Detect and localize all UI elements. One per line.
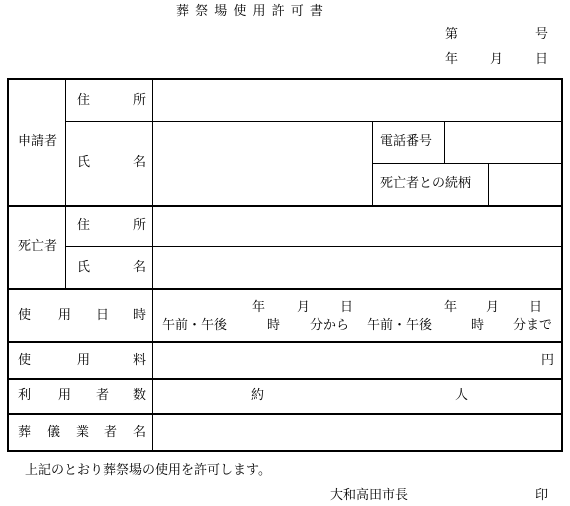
fee-label: 使 (18, 353, 32, 368)
form-title: 葬 祭 場 使 用 許 可 書 (176, 4, 324, 19)
applicant-address-label: 所 (133, 93, 147, 108)
phone-label-divider (444, 121, 445, 163)
users-label: 利 (18, 388, 32, 403)
usage-datetime-label: 用 (58, 308, 72, 323)
usage-datetime-label: 日 (96, 308, 110, 323)
date-day: 日 (535, 52, 549, 67)
usage-datetime-label: 使 (18, 308, 32, 323)
applicant-address-label: 住 (77, 93, 91, 108)
phone-label: 電話番号 (380, 134, 433, 149)
users-approx: 約 (251, 388, 265, 403)
col-divider (65, 79, 66, 289)
row-divider (8, 288, 562, 290)
start-minute: 分から (310, 318, 350, 333)
row-divider (65, 121, 562, 122)
deceased-name-label: 名 (133, 260, 147, 275)
funeral-company-label: 葬 (18, 425, 32, 440)
fee-unit: 円 (541, 353, 555, 368)
relation-label-divider (488, 163, 489, 206)
end-minute: 分まで (513, 318, 553, 333)
deceased-address-label: 住 (77, 218, 91, 233)
col-divider (152, 79, 153, 451)
deceased-name-label: 氏 (77, 260, 91, 275)
row-divider (8, 413, 562, 415)
funeral-company-label: 名 (133, 425, 147, 440)
start-day: 日 (340, 300, 354, 315)
users-unit: 人 (455, 388, 469, 403)
funeral-company-label: 儀 (47, 425, 61, 440)
date-month: 月 (490, 52, 504, 67)
date-year: 年 (445, 52, 459, 67)
funeral-company-label: 業 (76, 425, 90, 440)
form-table (7, 78, 563, 452)
row-divider (8, 341, 562, 343)
row-divider (8, 205, 562, 207)
fee-label: 用 (77, 353, 91, 368)
end-month: 月 (486, 300, 500, 315)
start-hour: 時 (267, 318, 281, 333)
start-year: 年 (252, 300, 266, 315)
row-divider (65, 246, 562, 247)
deceased-section-label: 死亡者 (18, 239, 58, 254)
seal-mark: 印 (535, 488, 549, 503)
applicant-section-label: 申請者 (18, 134, 58, 149)
number-dai: 第 (445, 27, 459, 42)
applicant-name-label: 氏 (77, 155, 91, 170)
usage-datetime-label: 時 (133, 308, 147, 323)
deceased-address-label: 所 (133, 218, 147, 233)
end-ampm: 午前・午後 (367, 318, 433, 333)
issuer-name: 大和高田市長 (330, 488, 409, 503)
phone-relation-divider (372, 163, 562, 164)
row-divider (8, 378, 562, 380)
permission-statement: 上記のとおり葬祭場の使用を許可します。 (25, 463, 271, 478)
end-hour: 時 (471, 318, 485, 333)
users-label: 用 (58, 388, 72, 403)
funeral-company-label: 者 (104, 425, 118, 440)
applicant-name-label: 名 (133, 155, 147, 170)
users-label: 数 (133, 388, 147, 403)
number-go: 号 (535, 27, 549, 42)
relation-label: 死亡者との続柄 (380, 176, 472, 191)
start-month: 月 (297, 300, 311, 315)
users-label: 者 (96, 388, 110, 403)
end-year: 年 (444, 300, 458, 315)
fee-label: 料 (133, 353, 147, 368)
start-ampm: 午前・午後 (162, 318, 228, 333)
end-day: 日 (529, 300, 543, 315)
